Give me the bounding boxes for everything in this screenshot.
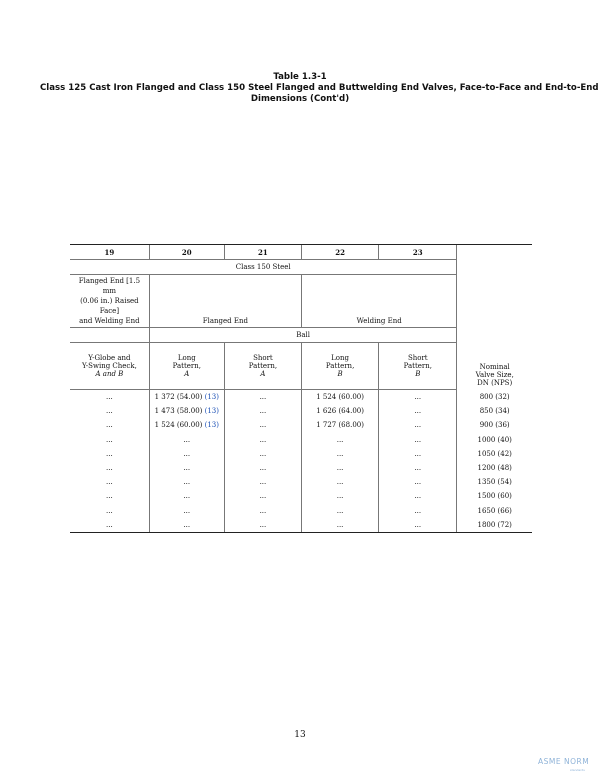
table-title [40, 72, 599, 105]
table-row: ... 1 473 (58.00) (13) ... 1 626 (64.00) ... 850 (34) [70, 404, 532, 418]
table-caption-line-2: Dimensions (Cont'd) [250, 94, 350, 104]
table-row: ... ... ... ... ... 1050 (42) [70, 447, 532, 461]
page-number: 13 [294, 730, 306, 740]
col21-header: Short Pattern, A [224, 343, 301, 390]
table-caption-line-1: Class 125 Cast Iron Flanged and Class 150 Steel Flanged and Buttwelding End Valves, Face-to-Face and End-to-End [40, 83, 599, 93]
table-row: ... ... ... ... ... 1800 (72) [70, 518, 532, 533]
col23-header: Short Pattern, B [379, 343, 457, 390]
col-number-20: 20 [149, 245, 224, 260]
table-row: ... 1 524 (60.00) (13) ... 1 727 (68.00) ... 900 (36) [70, 418, 532, 432]
table-row: ... ... ... ... ... 1350 (54) [70, 475, 532, 489]
flanged-raised-face-header: Flanged End [1.5 mm (0.06 in.) Raised Face] and Welding End [70, 275, 149, 328]
col-number-19: 19 [70, 245, 149, 260]
note-link[interactable]: (13) [204, 407, 219, 416]
col20-header: Long Pattern, A [149, 343, 224, 390]
watermark-subtext: standards [570, 768, 585, 772]
col-number-22: 22 [302, 245, 379, 260]
flanged-end-header: Flanged End [149, 275, 301, 328]
ball-header: Ball [149, 328, 457, 343]
table-row: ... ... ... ... ... 1000 (40) [70, 433, 532, 447]
dn-header: Nominal Valve Size, DN (NPS) [457, 260, 532, 390]
note-link[interactable]: (13) [204, 393, 219, 402]
table-number: Table 1.3-1 [273, 72, 327, 82]
table-row: ... ... ... ... ... 1500 (60) [70, 489, 532, 503]
table-row: ... 1 372 (54.00) (13) ... 1 524 (60.00) ... 800 (32) [70, 390, 532, 405]
welding-end-header: Welding End [302, 275, 457, 328]
col22-header: Long Pattern, B [302, 343, 379, 390]
table-row: ... ... ... ... ... 1650 (66) [70, 504, 532, 518]
table-row: ... ... ... ... ... 1200 (48) [70, 461, 532, 475]
note-link[interactable]: (13) [204, 421, 219, 430]
column-number-row [70, 245, 532, 260]
dimensions-table [70, 244, 532, 533]
class-label: Class 150 Steel [70, 260, 457, 275]
col19-header: Y-Globe and Y-Swing Check, A and B [70, 343, 149, 390]
watermark-logo: ASME NORM [538, 757, 590, 766]
col-number-21: 21 [224, 245, 301, 260]
col-number-23: 23 [379, 245, 457, 260]
